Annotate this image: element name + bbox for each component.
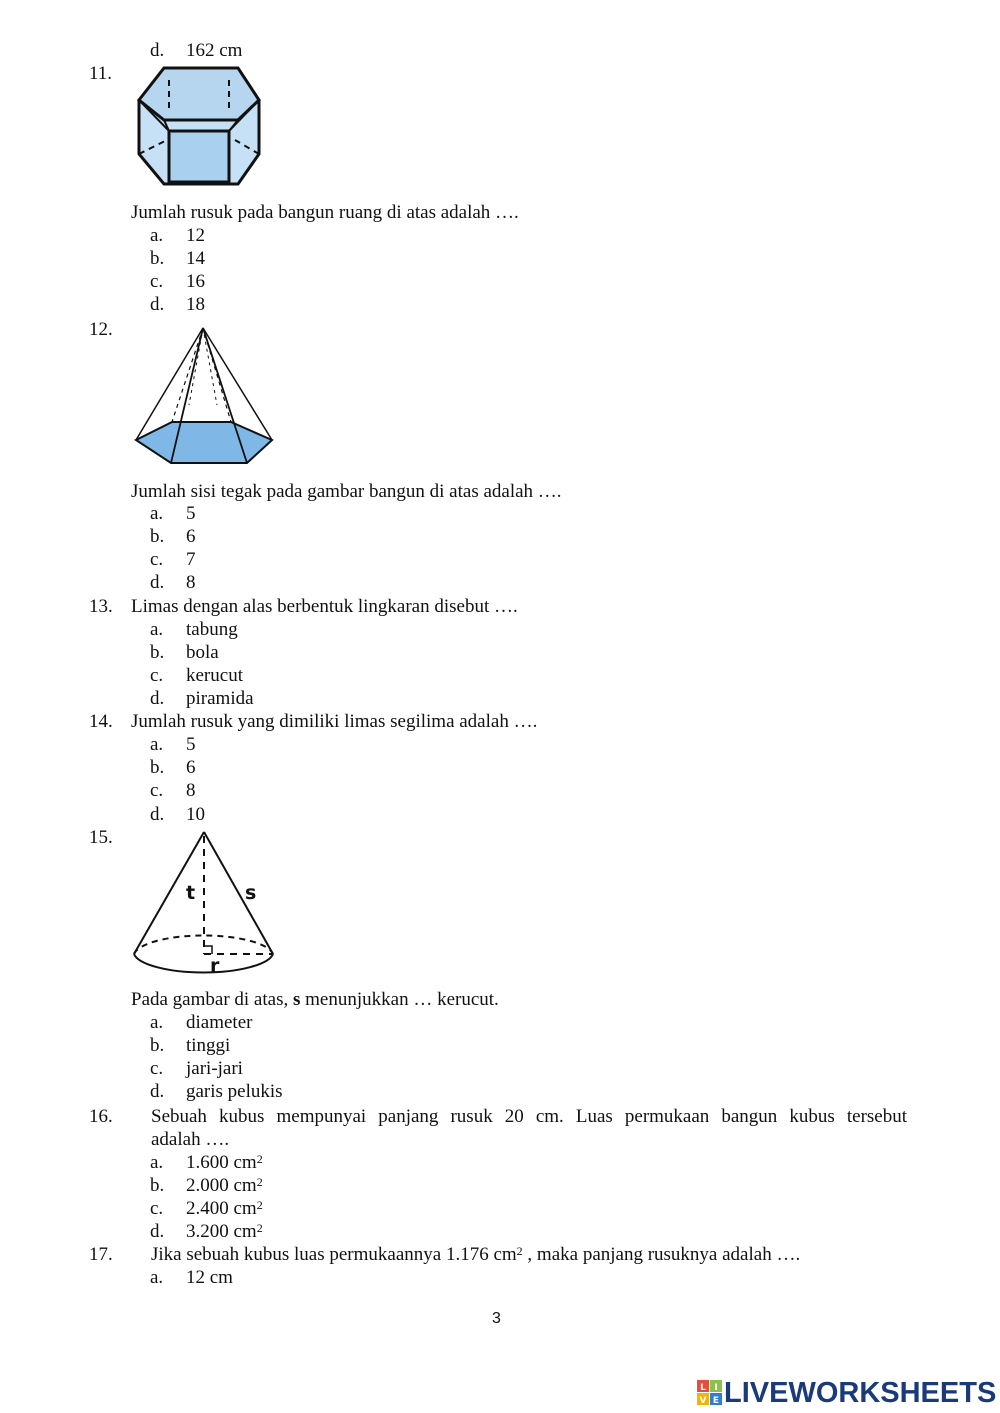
q16-option-b	[186, 1174, 263, 1197]
q13-option-a-text: tabung	[186, 619, 238, 640]
q12-option-c-letter: c.	[150, 549, 164, 570]
q12-option-a-text: 5	[186, 503, 196, 524]
q15-number: 15.	[89, 827, 113, 848]
q13-option-b-letter: b.	[150, 642, 165, 663]
q17-option-a-letter: a.	[150, 1267, 164, 1288]
q16-option-b-unit: cm	[233, 1175, 257, 1196]
liveworksheets-logo-icon	[697, 1380, 723, 1406]
q14-option-a-letter: a.	[150, 734, 164, 755]
q16-option-c-value: 2.400	[186, 1198, 229, 1219]
q17-question	[151, 1243, 800, 1266]
q13-option-d-letter: d.	[150, 688, 165, 709]
q14-option-c-letter: c.	[150, 780, 164, 801]
q13-option-a-letter: a.	[150, 619, 164, 640]
q14-option-a-text: 5	[186, 734, 196, 755]
q11-option-b-letter: b.	[150, 248, 165, 269]
q12-option-c-text: 7	[186, 549, 196, 570]
q17-number: 17.	[89, 1244, 113, 1265]
q16-option-c	[186, 1197, 263, 1220]
q15-option-a-letter: a.	[150, 1012, 164, 1033]
liveworksheets-wordmark: LIVEWORKSHEETS	[724, 1376, 997, 1409]
q15-option-b-text: tinggi	[186, 1035, 231, 1056]
q12-option-d-letter: d.	[150, 572, 165, 593]
q14-question: Jumlah rusuk yang dimiliki limas segilima adalah ….	[131, 711, 538, 732]
q15-question-bold: s	[292, 989, 301, 1010]
liveworksheets-brand[interactable]	[697, 1376, 996, 1410]
q14-option-b-letter: b.	[150, 757, 165, 778]
q15-question-pre: Pada gambar di atas,	[131, 989, 293, 1010]
q16-option-a-value: 1.600	[186, 1152, 229, 1173]
q11-option-d-text: 18	[186, 294, 205, 315]
q11-option-c-text: 16	[186, 271, 205, 292]
q16-option-c-unit: cm	[233, 1198, 257, 1219]
q13-number: 13.	[89, 596, 113, 617]
q17-option-a-text: 12 cm	[186, 1267, 233, 1288]
q11-question: Jumlah rusuk pada bangun ruang di atas adalah ….	[131, 202, 519, 223]
q15-option-c-text: jari-jari	[186, 1058, 243, 1079]
q12-number: 12.	[89, 319, 113, 340]
logo-letter-e: E	[712, 1396, 720, 1406]
cone-label-r: r	[210, 955, 220, 977]
q11-option-b-text: 14	[186, 248, 205, 269]
q16-option-b-value: 2.000	[186, 1175, 229, 1196]
q16-number: 16.	[89, 1106, 113, 1127]
q16-option-a-letter: a.	[150, 1152, 164, 1173]
q14-option-c-text: 8	[186, 780, 196, 801]
q14-option-d-letter: d.	[150, 804, 165, 825]
q16-option-d-sup: 2	[256, 1221, 263, 1235]
q12-option-b-letter: b.	[150, 526, 165, 547]
q15-option-d-text: garis pelukis	[186, 1081, 283, 1102]
q10-option-text: 162 cm	[186, 40, 243, 61]
q16-question-line2: adalah ….	[151, 1129, 230, 1150]
hexagonal-pyramid-figure	[131, 325, 277, 467]
q11-number: 11.	[89, 63, 113, 84]
hexagonal-prism-figure	[131, 64, 265, 188]
q12-option-d-text: 8	[186, 572, 196, 593]
cone-figure	[130, 828, 278, 980]
q15-option-d-letter: d.	[150, 1081, 165, 1102]
q12-question: Jumlah sisi tegak pada gambar bangun di atas adalah ….	[131, 481, 562, 502]
q11-option-d-letter: d.	[150, 294, 165, 315]
cone-label-t: t	[186, 882, 196, 904]
q13-question: Limas dengan alas berbentuk lingkaran disebut ….	[131, 596, 518, 617]
q16-option-c-letter: c.	[150, 1198, 164, 1219]
page-number: 3	[492, 1310, 501, 1327]
q15-question-post: menunjukkan … kerucut.	[300, 989, 499, 1010]
q10-option-letter: d.	[150, 40, 165, 61]
q16-question-line1: Sebuah kubus mempunyai panjang rusuk 20 cm. Luas permukaan bangun kubus tersebut	[151, 1106, 907, 1127]
q16-option-a-sup: 2	[256, 1152, 263, 1166]
q16-option-a	[186, 1151, 263, 1174]
q16-option-d-letter: d.	[150, 1221, 165, 1242]
q16-option-a-unit: cm	[233, 1152, 257, 1173]
q13-option-c-letter: c.	[150, 665, 164, 686]
q14-option-d-text: 10	[186, 804, 205, 825]
q16-option-b-sup: 2	[256, 1175, 263, 1189]
q17-question-post: , maka panjang rusuknya adalah ….	[522, 1244, 801, 1265]
q14-number: 14.	[89, 711, 113, 732]
q13-option-c-text: kerucut	[186, 665, 243, 686]
logo-letter-i: I	[714, 1383, 718, 1393]
logo-letter-v: V	[699, 1396, 707, 1406]
q15-option-c-letter: c.	[150, 1058, 164, 1079]
q16-option-c-sup: 2	[256, 1198, 263, 1212]
q15-question	[131, 988, 499, 1011]
q12-option-b-text: 6	[186, 526, 196, 547]
q11-option-a-letter: a.	[150, 225, 164, 246]
q17-question-pre: Jika sebuah kubus luas permukaannya 1.176 cm	[151, 1244, 517, 1265]
logo-letter-l: L	[700, 1383, 706, 1393]
q16-option-d	[186, 1220, 263, 1243]
q14-option-b-text: 6	[186, 757, 196, 778]
q15-option-a-text: diameter	[186, 1012, 253, 1033]
cone-label-s: s	[245, 882, 257, 904]
q12-option-a-letter: a.	[150, 503, 164, 524]
q16-option-d-unit: cm	[233, 1221, 257, 1242]
q17-question-sup: 2	[516, 1244, 523, 1258]
q11-option-a-text: 12	[186, 225, 205, 246]
q13-option-b-text: bola	[186, 642, 219, 663]
q16-option-b-letter: b.	[150, 1175, 165, 1196]
q13-option-d-text: piramida	[186, 688, 254, 709]
q16-option-d-value: 3.200	[186, 1221, 229, 1242]
q11-option-c-letter: c.	[150, 271, 164, 292]
q15-option-b-letter: b.	[150, 1035, 165, 1056]
